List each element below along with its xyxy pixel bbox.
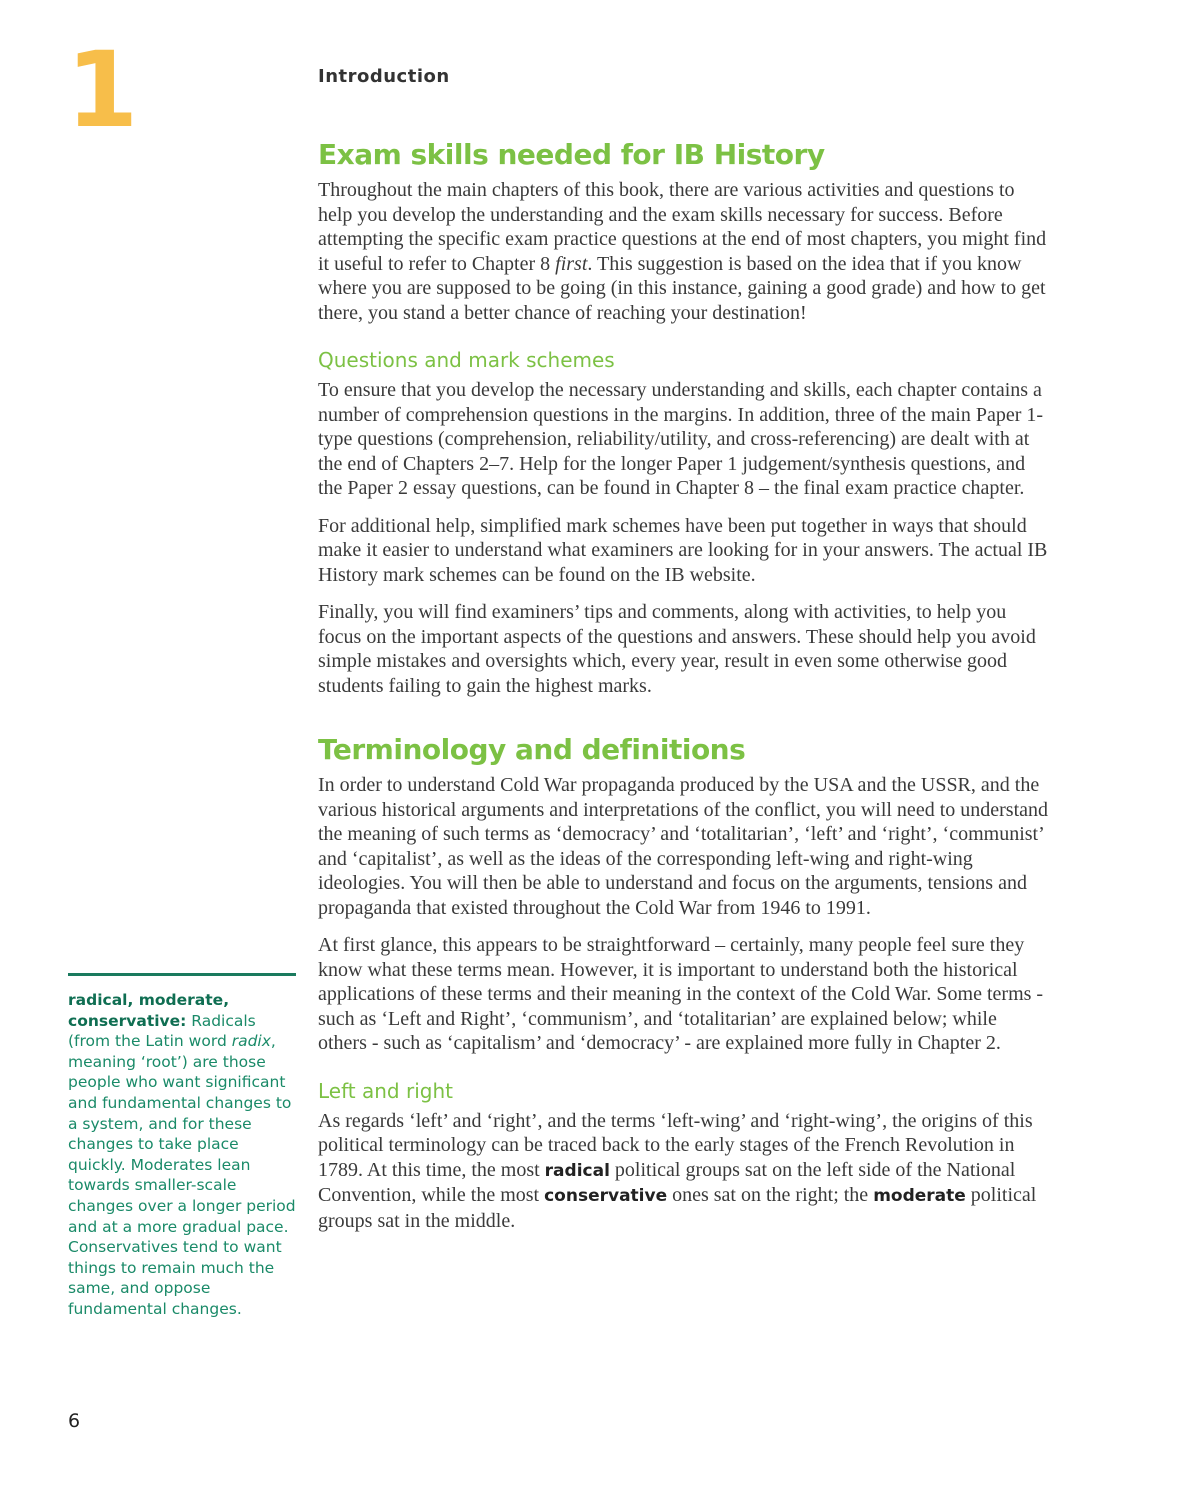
page-number: 6: [68, 1410, 81, 1432]
term-radical: radical: [544, 1160, 610, 1181]
left-right-text-3: ones sat on the right; the: [667, 1184, 874, 1206]
term-moderate: moderate: [873, 1186, 966, 1206]
questions-paragraph-2: For additional help, simplified mark schemes have been put together in ways that should make it easier to understand what examiners are looking for in your answers. The actual IB History mark schemes can be found on the IB website.: [318, 514, 1048, 586]
main-content: [318, 138, 1048, 1246]
questions-paragraph-3: Finally, you will find examiners’ tips and comments, along with activities, to help you focus on the important aspects of the questions and answers. These should help you avoid simple mistakes and oversights which, every year, result in even some otherwise good students failing to gain the highest marks.: [318, 601, 1036, 697]
exam-skills-text-1: Throughout the main chapters of this book, there are various activities and questions to help you develop the understanding and the exam skills necessary for success. Before attempting the specific exam practice questions at the end of most chapters, you might find it useful to refer to Chapter 8: [318, 179, 1047, 275]
exam-skills-text-2: . This suggestion is based on the idea that if you know where you are supposed to be going (in this instance, gaining a good grade) and how to get there, you stand a better chance of reaching your destination!: [318, 252, 1046, 324]
terminology-paragraph-1: In order to understand Cold War propaganda produced by the USA and the USSR, and the various historical arguments and interpretations of the conflict, you will need to understand the meaning of such terms as ‘democracy’ and ‘totalitarian’, ‘left’ and ‘right’, ‘communist’ and ‘capitalist’, as well as the ideas of the corresponding left-wing and right-wing ideologies. You will then be able to understand and focus on the arguments, tensions and propaganda that existed throughout the Cold War from 1946 to 1991.: [318, 774, 1048, 919]
sidebar-divider: [68, 973, 296, 976]
left-right-text-1: As regards ‘left’ and ‘right’, and the terms ‘left-wing’ and ‘right-wing’, the origins of this political terminology can be traced back to the early stages of the French Revolution in 1789. At this time, the most: [318, 1109, 1033, 1181]
term-conservative: conservative: [544, 1186, 668, 1206]
section-label: Introduction: [318, 66, 450, 87]
questions-mark-schemes-heading: Questions and mark schemes: [318, 348, 615, 372]
left-right-heading: Left and right: [318, 1078, 453, 1103]
glossary-definition-1: Radicals (from the Latin word: [68, 1011, 256, 1051]
exam-skills-paragraph: [318, 178, 1048, 325]
terminology-paragraph-2: At first glance, this appears to be straightforward – certainly, many people feel sure they know what these terms mean. However, it is important to understand both the historical applications of these terms and their meaning in the context of the Cold War. Some terms - such as ‘Left and Right’, ‘communism’, and ‘totalitarian’ are explained below; while others - such as ‘capitalism’ and ‘democracy’ - are explained more fully in Chapter 2.: [318, 934, 1044, 1054]
glossary-term: radical, moderate, conservative:: [68, 991, 230, 1030]
chapter-number: 1: [66, 29, 139, 151]
glossary-sidebar: [68, 990, 300, 1320]
left-right-text-4: political groups sat in the middle.: [318, 1184, 1037, 1232]
left-right-paragraph: [318, 1109, 1048, 1234]
left-right-text-2: political groups sat on the left side of the National Convention, while the most: [318, 1158, 1016, 1206]
terminology-heading: Terminology and definitions: [318, 733, 746, 766]
glossary-emphasis: radix: [231, 1032, 271, 1051]
questions-paragraph-1: To ensure that you develop the necessary understanding and skills, each chapter contains a number of comprehension questions in the margins. In addition, three of the main Paper 1-type questions (comprehension, reliability/utility, and cross-referencing) are dealt with at the end of Chapters 2–7. Help for the longer Paper 1 judgement/synthesis questions, and the Paper 2 essay questions, can be found in Chapter 8 – the final exam practice chapter.: [318, 379, 1044, 499]
exam-skills-emphasis: first: [555, 252, 588, 275]
glossary-definition-2: , meaning ‘root’) are those people who want significant and fundamental changes to a system, and for these changes to take place quickly. Moderates lean towards smaller-scale changes over a longer period and at a more gradual pace. Conservatives tend to want things to remain much the same, and oppose fundamental changes.: [68, 1032, 296, 1318]
exam-skills-heading: Exam skills needed for IB History: [318, 138, 825, 171]
